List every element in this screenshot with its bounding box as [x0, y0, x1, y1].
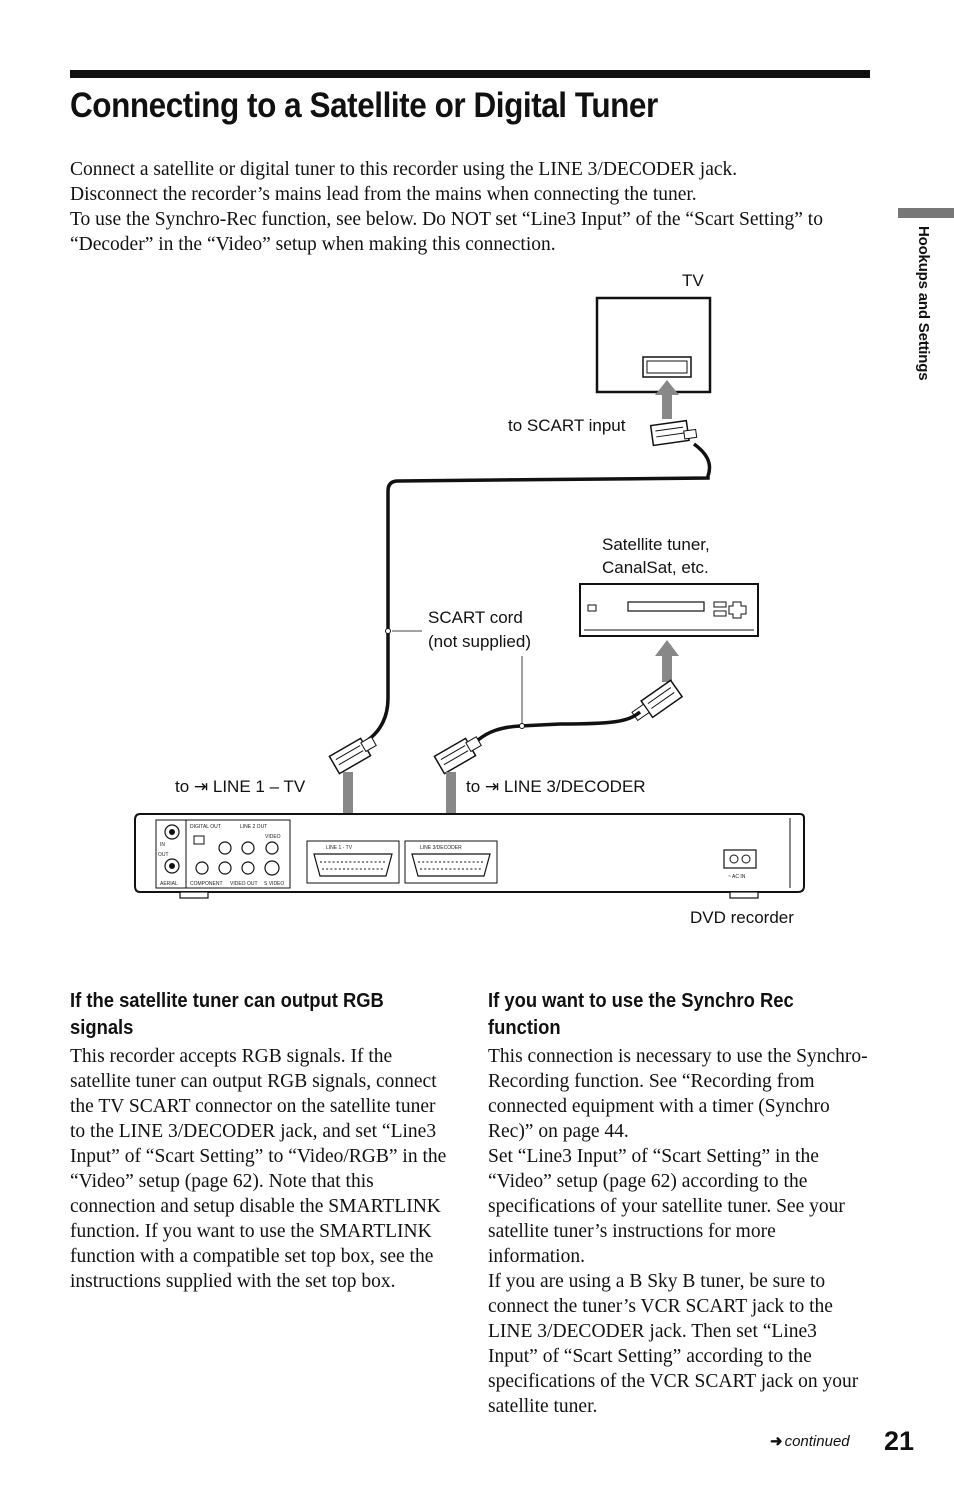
continued-text: continued — [784, 1433, 850, 1450]
tuner-label-1: Satellite tuner, — [602, 535, 710, 554]
panel-ac-in: ~ AC IN — [728, 874, 746, 880]
scart-cord-label-2: (not supplied) — [428, 632, 532, 651]
scart-plug-tv-icon — [651, 419, 697, 445]
scart-cord-label-1: SCART cord — [428, 608, 523, 627]
panel-digital-out: DIGITAL OUT — [190, 824, 221, 830]
rgb-section-heading: If the satellite tuner can output RGB signals — [70, 990, 384, 1039]
panel-in: IN — [160, 842, 165, 848]
panel-component: COMPONENT — [190, 881, 223, 887]
scart-plug-tuner-icon — [630, 680, 682, 725]
intro-line-3: To use the Synchro-Rec function, see below. Do NOT set “Line3 Input” of the “Scart Setting” to “Decoder” in the “Video” setup when making this connection. — [70, 209, 823, 255]
panel-s-video: S VIDEO — [264, 881, 285, 887]
panel-line2-out: LINE 2 OUT — [240, 824, 268, 830]
synchro-section-para-1: This connection is necessary to use the Synchro-Recording function. See “Recording from connected equipment with a timer (Synchro Rec)” on page 44. — [488, 1046, 868, 1142]
scart-cable-tuner — [478, 712, 640, 740]
dvd-recorder-label: DVD recorder — [690, 908, 794, 927]
scart-input-label: to SCART input — [508, 416, 626, 435]
page-title: Connecting to a Satellite or Digital Tuner — [70, 86, 658, 125]
line3-label: to ⇥ LINE 3/DECODER — [466, 777, 646, 796]
tv-icon — [597, 298, 710, 392]
synchro-section-heading: If you want to use the Synchro Rec function — [488, 990, 794, 1039]
line1-label: to ⇥ LINE 1 – TV — [175, 777, 306, 796]
panel-line3-decoder: LINE 3/DECODER — [420, 845, 462, 851]
tuner-label-2: CanalSat, etc. — [602, 558, 709, 577]
arrow-up-to-tuner-icon — [655, 640, 679, 682]
panel-aerial: AERIAL — [160, 881, 178, 887]
intro-line-1: Connect a satellite or digital tuner to this recorder using the LINE 3/DECODER jack. — [70, 159, 738, 180]
tv-label: TV — [682, 271, 704, 290]
page-number: 21 — [884, 1426, 915, 1456]
side-section-label: Hookups and Settings — [915, 226, 932, 381]
rgb-section — [70, 988, 452, 1294]
satellite-tuner-icon — [580, 584, 758, 636]
intro-text — [70, 157, 870, 257]
synchro-section — [488, 988, 870, 1419]
panel-video-out: VIDEO OUT — [230, 881, 258, 887]
side-tab-marker — [898, 208, 954, 218]
synchro-section-para-2: Set “Line3 Input” of “Scart Setting” in the “Video” setup (page 62) according to the specifications of your satellite tuner. See your satellite tuner’s instructions for more information. — [488, 1146, 845, 1267]
scart-plug-line3-icon — [434, 733, 484, 773]
synchro-section-para-3: If you are using a B Sky B tuner, be sure to connect the tuner’s VCR SCART jack to the LINE 3/DECODER jack. Then set “Line3 Input” of “Scart Setting” according to the specifications of the VCR SCART jack on your satellite tuner. — [488, 1271, 859, 1417]
dvd-recorder-icon — [135, 814, 804, 898]
panel-line1-tv: LINE 1 - TV — [326, 845, 353, 851]
panel-out: OUT — [158, 852, 169, 858]
scart-plug-line1-icon — [329, 733, 379, 773]
rgb-section-body: This recorder accepts RGB signals. If the satellite tuner can output RGB signals, connect the TV SCART connector on the satellite tuner to the LINE 3/DECODER jack, and set “Line3 Input” of “Scart Setting” to “Video/RGB” in the “Video” setup (page 62). Note that this connection and setup disable the SMARTLINK function. If you want to use the SMARTLINK function with a compatible set top box, see the instructions supplied with the set top box. — [70, 1046, 447, 1292]
connection-diagram — [0, 260, 954, 960]
continued-note — [770, 1432, 850, 1450]
title-rule — [70, 70, 870, 78]
intro-line-2: Disconnect the recorder’s mains lead from the mains when connecting the tuner. — [70, 184, 697, 205]
continued-arrow-icon: ➜ — [770, 1433, 783, 1450]
panel-video: VIDEO — [265, 834, 281, 840]
